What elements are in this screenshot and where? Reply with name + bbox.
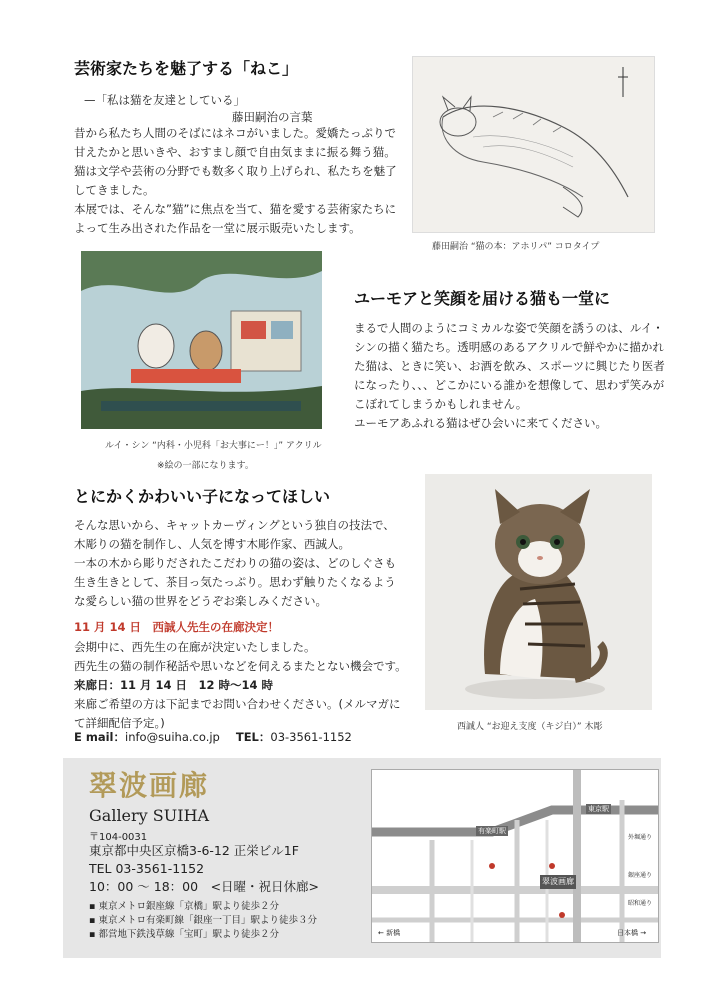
louis-shin-caption: ルイ・シン “内科・小児科「お大事にー！」” アクリル [105, 441, 322, 451]
gallery-map-label: 翠波画廊 [542, 877, 574, 886]
gallery-tel: TEL 03-3561-1152 [89, 861, 205, 876]
foujita-cat-image [412, 56, 655, 233]
foujita-caption: 藤田嗣治 “猫の本：アホリパ” コロタイプ [432, 242, 600, 252]
street-sotobori: 外堀通り [628, 834, 653, 841]
access-map[interactable] [371, 769, 659, 943]
contact-line [74, 728, 352, 747]
section1-heading: 芸術家たちを魅了する「ねこ」 [74, 59, 299, 78]
jr-yurakucho-label: 有楽町駅 [478, 827, 506, 835]
announcement-heading: 11 月 14 日 西誠人先生の在廊決定！ [74, 620, 280, 634]
wood-cat-image [425, 474, 652, 710]
postal-code: 〒104-0031 [89, 832, 148, 843]
section2-paragraph: まるで人間のようにコミカルな姿で笑顔を誘うのは、ルイ・ シンの描く猫たち。透明感のあるアクリルで鮮やかに描かれ た猫は、ときに笑い、お酒を飲み、スポーツに興じたり医者 になったり、、、どこかにいる誰かを想像して、思わず笑みが こぼれてしまうかもしれません。 ユーモアあふれる猫はぜひ会いに来てください。 [354, 321, 665, 430]
louis-shin-painting [81, 251, 322, 429]
wood-cat-caption: 西誠人 “お迎え支度（キジ白）” 木彫 [457, 722, 603, 732]
visit-date: 来廊日：11 月 14 日 12 時〜14 時 [74, 678, 274, 692]
street-ginza: 銀座通り [628, 872, 653, 879]
email-label: E mail： [74, 730, 125, 744]
access-list [89, 900, 317, 942]
louis-shin-note: ※絵の一部になります。 [157, 461, 254, 471]
gallery-hours: 10：00 〜 18：00 <日曜・祝日休廊> [89, 879, 320, 894]
gallery-address: 東京都中央区京橋3-6-12 正栄ビル1F [89, 843, 299, 858]
jr-tokyo-label: 東京駅 [588, 805, 609, 813]
gallery-footer [63, 758, 661, 958]
section2-heading: ユーモアと笑顔を届ける猫も一堂に [354, 289, 611, 308]
tel-number: 03-3561-1152 [270, 730, 352, 744]
section3-heading: とにかくかわいい子になってほしい [74, 487, 331, 506]
section3-paragraph: そんな思いから、キャットカーヴィングという独自の技法で、 木彫りの猫を制作し、人気を博す木彫作家、西誠人。 一本の木から彫りだされたこだわりの猫の姿は、どのしぐさも 生き生きとして、茶目っ気たっぷり。思わず触りたくなるよう な愛らしい猫の世界をどうぞお楽しみください。 [74, 518, 396, 608]
section1-paragraph: 昔から私たち人間のそばにはネコがいました。愛嬌たっぷりで 甘えたかと思いきや、おすまし顔で自由気ままに振る舞う猫。 猫は文学や芸術の分野でも数多く取り上げられ、私たちを魅了 してきました。 本展では、そんな”猫”に焦点を当て、猫を愛する芸術家たちに よって生み出された作品を一堂に展示販売いたします。 [74, 126, 397, 235]
contact-text: 来廊ご希望の方は下記までお問い合わせください。(メルマガに て詳細配信予定。) [74, 697, 401, 730]
access-item: ▪ 都営地下鉄浅草線「宝町」駅より徒歩２分 [89, 929, 279, 940]
email-link[interactable]: info@suiha.co.jp [125, 730, 220, 744]
gallery-name-en: Gallery SUIHA [89, 806, 210, 825]
gallery-name: 翠波画廊 [89, 769, 210, 802]
announcement-text: 会期中に、西先生の在廊が決定いたしました。 西先生の猫の制作秘話や思いなどを伺えるまたとない機会です。 [74, 640, 407, 673]
tel-label: TEL： [235, 730, 271, 744]
street-showa: 昭和通り [628, 900, 653, 907]
nihonbashi-direction: 日本橋 → [617, 929, 647, 937]
access-item: ▪ 東京メトロ有楽町線「銀座一丁目」駅より徒歩３分 [89, 915, 317, 926]
shinbashi-direction: ← 新橋 [378, 929, 401, 937]
access-item: ▪ 東京メトロ銀座線「京橋」駅より徒歩２分 [89, 901, 279, 912]
quote-attribution: 藤田嗣治の言葉 [232, 110, 313, 124]
quote: —「私は猫を友達としている」 [84, 93, 245, 107]
